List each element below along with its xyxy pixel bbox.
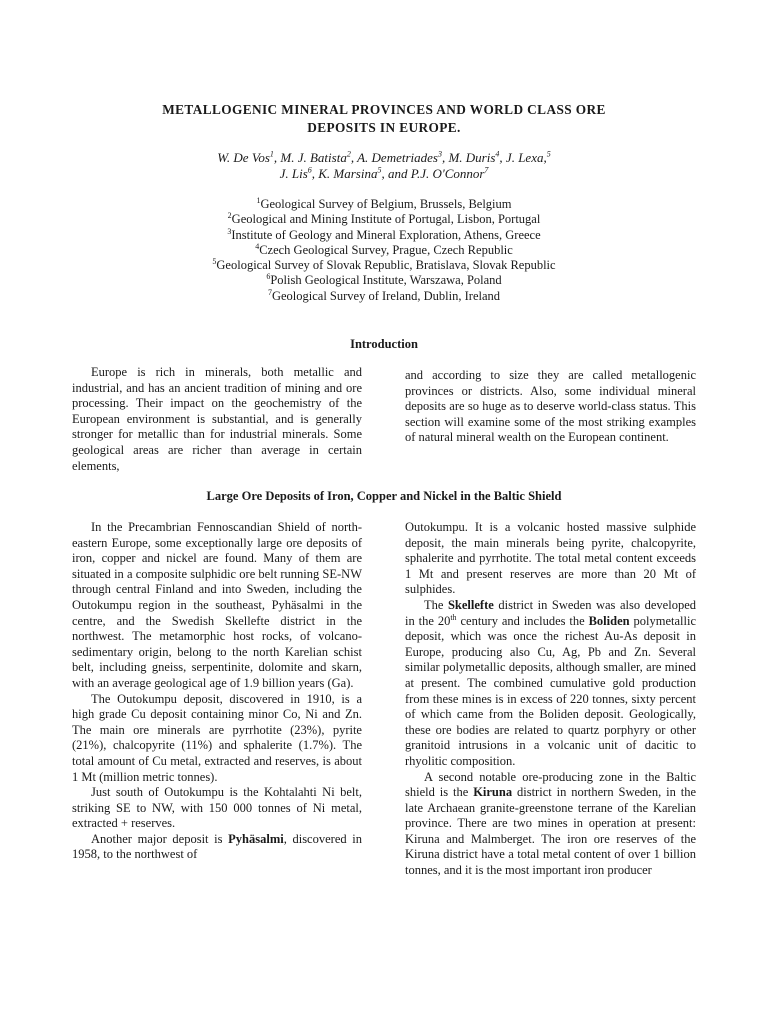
intro-column-left (72, 365, 362, 474)
author-name: , M. Duris (441, 150, 496, 165)
text-run: polymetallic deposit, which was once the richest Au-As deposit in Europe, producing also Cu, Ag, Pb and Zn. Several similar polymetallic deposits, although smaller, are mined at present. The combined cumulative gold production from these mines is in excess of 220 tonnes, sixty percent of which came from the Boliden deposit. Geologically, these ore bodies are related to quartz porphyry or other granitoid intrusions in a volcanic unit of dacitic to rhyolitic composition. (405, 613, 696, 768)
author-name: , J. Lexa, (499, 150, 547, 165)
author-name: J. Lis (279, 166, 308, 181)
author-name: , and P.J. O'Connor (381, 166, 485, 181)
author-affil-mark: 3 (437, 149, 442, 159)
text-run: A second notable ore-producing zone in the Baltic shield is the (405, 769, 696, 800)
author-line-2 (0, 166, 768, 182)
affiliation (0, 243, 768, 258)
author-affil-mark: 7 (484, 165, 489, 175)
text-run: district in northern Sweden, in the late Archaean granite-greenstone terrane of the Karelian province. There are two mines in operation at present: Kiruna and Malmberget. The iron ore reserves of the Kiruna district have a total metal content of over 1 billion tonnes, and it is the most important iron producer (405, 785, 697, 878)
affiliation-text: Geological and Mining Institute of Portugal, Lisbon, Portugal (231, 212, 541, 227)
author-affil-mark: 6 (307, 165, 312, 175)
intro-paragraph-continued: and according to size they are called metallogenic provinces or districts. Also, some individual mineral deposits are so huge as to deserve world-class status. This section will examine some of the most striking examples of natural mineral wealth on the European continent. (405, 368, 696, 445)
deposit-name-boliden: Boliden (588, 613, 630, 628)
author-line-1 (0, 150, 768, 166)
affiliation-number: 6 (266, 272, 271, 282)
affiliation-number: 7 (267, 287, 272, 297)
affiliation-number: 5 (212, 257, 217, 267)
paper-title (0, 101, 768, 137)
district-name-skellefte: Skellefte (447, 597, 494, 612)
affiliation-text: Geological Survey of Slovak Republic, Bratislava, Slovak Republic (216, 258, 556, 273)
body-paragraph: In the Precambrian Fennoscandian Shield of north-eastern Europe, some exceptionally large ore deposits of iron, copper and nickel are found. Many of them are situated in a composite sulphidic ore belt running SE-NW through central Finland and into Sweden, including the Outokumpu region in the southeast, Pyhäsalmi in the centre, and the Swedish Skellefte district in the northwest. The metamorphic host rocks, of volcano-sedimentary origin, belong to the north Karelian schist belt, including gneiss, serpentinite, dolomite and skarn, with an average geological age of 1.9 billion years (Ga). (72, 520, 362, 690)
affiliation-text: Geological Survey of Ireland, Dublin, Ireland (271, 288, 501, 303)
affiliation-number: 1 (256, 195, 261, 205)
author-affil-mark: 1 (269, 149, 274, 159)
author-affil-mark: 2 (346, 149, 351, 159)
author-affil-mark: 5 (546, 149, 551, 159)
author-name: , A. Demetriades (350, 150, 438, 165)
author-affil-mark: 5 (377, 165, 382, 175)
affiliation-list (0, 197, 768, 304)
author-name: , K. Marsina (311, 166, 378, 181)
text-run: district in Sweden was also developed in the 20 (405, 597, 696, 628)
title-line-1: METALLOGENIC MINERAL PROVINCES AND WORLD CLASS ORE (162, 102, 606, 117)
affiliation-text: Czech Geological Survey, Prague, Czech Republic (259, 242, 513, 257)
affiliation-number: 2 (227, 211, 232, 221)
body-column-left (72, 520, 362, 863)
section-heading-introduction: Introduction (350, 337, 418, 351)
district-name-kiruna: Kiruna (473, 785, 513, 800)
author-affil-mark: 4 (495, 149, 500, 159)
deposit-name-pyhasalmi: Pyhäsalmi (228, 831, 284, 846)
affiliation (0, 228, 768, 243)
author-list (0, 150, 768, 182)
affiliation (0, 197, 768, 212)
affiliation-text: Geological Survey of Belgium, Brussels, Belgium (260, 197, 512, 211)
author-name: , M. J. Batista (273, 150, 347, 165)
intro-column-right (405, 368, 696, 446)
body-paragraph: The Outokumpu deposit, discovered in 1910, is a high grade Cu deposit containing minor Co, Ni and Zn. The main ore minerals are pyrrhotite (23%), pyrite (21%), chalcopyrite (11%) and sphalerite (1.7%). The total amount of Cu metal, extracted and reserves, is about 1 Mt (million metric tonnes). (72, 691, 362, 784)
affiliation (0, 212, 768, 227)
affiliation-number: 3 (227, 226, 232, 236)
body-paragraph (72, 832, 362, 863)
affiliation (0, 273, 768, 288)
body-column-right (405, 520, 696, 879)
affiliation (0, 289, 768, 304)
text-run: The (424, 597, 448, 612)
body-paragraph (405, 598, 696, 770)
section-heading-baltic-shield: Large Ore Deposits of Iron, Copper and Nickel in the Baltic Shield (206, 489, 562, 503)
author-name: W. De Vos (217, 150, 270, 165)
affiliation (0, 258, 768, 273)
body-paragraph-continued: Outokumpu. It is a volcanic hosted massive sulphide deposit, the main minerals being pyrite, chalcopyrite, sphalerite and pyrrhotite. The total metal content exceeds 1 Mt and present reserves are more than 20 Mt of sulphides. (405, 520, 696, 597)
title-line-2: DEPOSITS IN EUROPE. (307, 120, 461, 135)
text-run: century and includes the (456, 613, 589, 628)
text-run: , discovered in 1958, to the northwest of (72, 831, 362, 862)
body-paragraph: Just south of Outokumpu is the Kohtalahti Ni belt, striking SE to NW, with 150 000 tonnes of Ni metal, extracted + reserves. (72, 785, 362, 831)
body-paragraph (405, 770, 696, 879)
affiliation-text: Polish Geological Institute, Warszawa, Poland (270, 273, 502, 288)
intro-paragraph: Europe is rich in minerals, both metallic and industrial, and has an ancient tradition of mining and ore processing. Their impact on the geochemistry of the European environment is substantial, and is generally stronger for metallic than for industrial minerals. Some geological areas are richer than average in certain elements, (72, 365, 362, 473)
affiliation-text: Institute of Geology and Mineral Exploration, Athens, Greece (231, 227, 541, 242)
text-run: Another major deposit is (91, 831, 229, 846)
ordinal-suffix: th (450, 612, 457, 622)
affiliation-number: 4 (255, 241, 260, 251)
